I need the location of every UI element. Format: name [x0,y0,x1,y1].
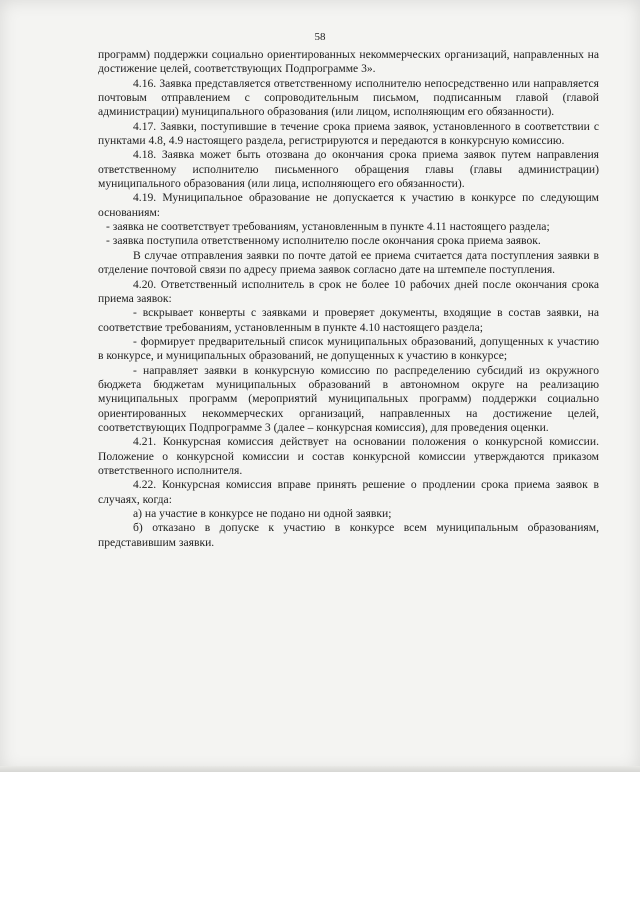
paragraph: 4.21. Конкурсная комиссия действует на основании положения о конкурсной комиссии. Положение о конкурсной комиссии и состав конкурсной комиссии утверждаются приказом ответственного исполнителя. [98,435,599,477]
paragraph: 4.18. Заявка может быть отозвана до окончания срока приема заявок путем направления ответственному исполнителю письменного обращения главы (главы администрации) муниципального образования (или лица, исполняющего его обязанности). [98,148,599,191]
paragraph: программ) поддержки социально ориентированных некоммерческих организаций, направленных на достижение целей, соответствующих Подпрограмме 3». [98,48,599,76]
paragraph: б) отказано в допуске к участию в конкурсе всем муниципальным образованиям, представившим заявки. [98,521,599,549]
paragraph: - заявка поступила ответственному исполнителю после окончания срока приема заявок. [106,234,541,248]
paragraph: 4.22. Конкурсная комиссия вправе принять решение о продлении срока приема заявок в случаях, когда: [98,478,599,506]
page-number: 58 [314,31,326,43]
scan-bottom-edge [0,766,640,772]
paragraph: 4.19. Муниципальное образование не допускается к участию в конкурсе по следующим основаниям: [98,191,599,219]
paragraph: а) на участие в конкурсе не подано ни одной заявки; [133,507,392,520]
document-body [98,48,599,550]
paragraph: 4.20. Ответственный исполнитель в срок не более 10 рабочих дней после окончания срока приема заявок: [98,277,599,305]
paragraph: - направляет заявки в конкурсную комиссию по распределению субсидий из окружного бюджета бюджетам муниципальных образований в автономном округе на реализацию муниципальных программ (мероприятий муниципальных программ) поддержки социально ориентированных некоммерческих организаций, направленных на достижение целей, соответствующих Подпрограмме 3 (далее – конкурсная комиссия), для проведения оценки. [98,363,599,434]
paragraph: В случае отправления заявки по почте датой ее приема считается дата поступления заявки в отделение почтовой связи по адресу приема заявок согласно дате на штемпеле поступления. [98,248,599,277]
paragraph: - вскрывает конверты с заявками и проверяет документы, входящие в состав заявки, на соответствие требованиям, установленным в пункте 4.10 настоящего раздела; [98,306,599,334]
paragraph: - формирует предварительный список муниципальных образований, допущенных к участию в конкурсе, и муниципальных образований, не допущенных к участию в конкурсе; [98,334,599,363]
paragraph: 4.17. Заявки, поступившие в течение срока приема заявок, установленного в соответствии с пунктами 4.8, 4.9 настоящего раздела, регистрируются и передаются в конкурсную комиссию. [98,119,599,148]
paragraph: - заявка не соответствует требованиям, установленным в пункте 4.11 настоящего раздела; [106,220,550,234]
paragraph: 4.16. Заявка представляется ответственному исполнителю непосредственно или направляется почтовым отправлением с сопроводительным письмом, подписанным главой (главой администрации) муниципального образования (или лицом, исполняющим его обязанности). [98,76,599,119]
